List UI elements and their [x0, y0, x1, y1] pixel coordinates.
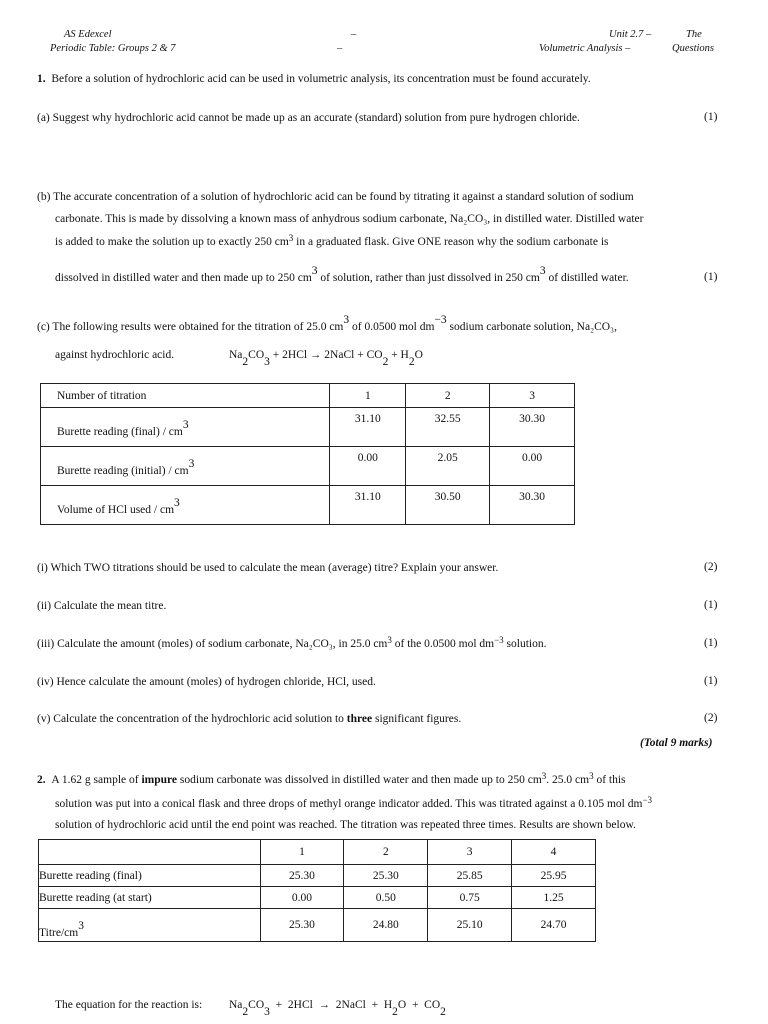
- q2-line1-c: sodium carbonate was dissolved in distilled water and then made up to 250 cm: [177, 774, 542, 786]
- header-unit: Unit 2.7 –: [609, 29, 652, 40]
- table-row-label: [39, 909, 261, 942]
- q1c-line1-a: (c) The following results were obtained for the titration of 25.0 cm: [37, 321, 344, 333]
- eq-rest: + H: [388, 349, 409, 361]
- table-row: [41, 447, 575, 486]
- q1c-line2: against hydrochloric acid.: [55, 349, 175, 361]
- q2-line3: solution of hydrochloric acid until the end point was reached. The titration was repeated three times. Results are shown below.: [55, 819, 636, 831]
- table-row-label: [41, 408, 330, 447]
- table-cell: 25.30: [344, 865, 428, 887]
- table-cell: 1.25: [512, 887, 596, 909]
- row-label-text: Volume of HCl used / cm: [57, 503, 175, 516]
- q1c-ii-text: (ii) Calculate the mean titre.: [37, 600, 167, 612]
- eq-co: CO: [248, 349, 265, 361]
- cm3-sup: 3: [311, 265, 318, 277]
- table-row-label: Burette reading (final): [39, 865, 261, 887]
- q1b-line2: carbonate. This is made by dissolving a known mass of anhydrous sodium carbonate, Na₂CO₃, in distilled water. Distilled water: [55, 213, 644, 225]
- q2-line1-a: A 1.62 g sample of: [51, 774, 142, 786]
- header-dash-1: –: [351, 29, 357, 40]
- eq-sub: 3: [264, 356, 270, 368]
- table-row: [41, 486, 575, 525]
- cm3-sup: 3: [182, 418, 189, 431]
- table-cell: 2.05: [406, 447, 490, 486]
- table-cell: 25.10: [428, 909, 512, 942]
- row-label-text: Burette reading (initial) / cm: [57, 464, 189, 477]
- table-cell: 31.10: [330, 408, 406, 447]
- eq-sub: 2: [382, 356, 389, 368]
- cm3-sup: 3: [174, 496, 180, 509]
- q2-line1: [37, 773, 626, 787]
- q1c-iii-text: [37, 637, 546, 651]
- q1c-i-text: (i) Which TWO titrations should be used to calculate the mean (average) titre? Explain your answer.: [37, 562, 499, 574]
- eq-sub: 2: [440, 1006, 446, 1018]
- table-row-label: [41, 486, 330, 525]
- eq-o: O: [414, 349, 423, 361]
- table-cell: 24.70: [512, 909, 596, 942]
- dm-minus3-sup: −3: [642, 795, 653, 805]
- cm3-sup: 3: [539, 265, 546, 277]
- q1b-line4-a: dissolved in distilled water and then made up to 250 cm: [55, 272, 312, 284]
- table-cell: 25.30: [260, 865, 344, 887]
- q2-line1-d: . 25.0 cm: [546, 774, 590, 786]
- table-header-cell: 3: [428, 840, 512, 865]
- table-row: [39, 887, 596, 909]
- table-row-label: Burette reading (at start): [39, 887, 261, 909]
- table-header-cell: 2: [406, 384, 490, 408]
- cm3-sup: 3: [589, 771, 594, 781]
- q2-equation: [229, 998, 446, 1018]
- dm-minus3-sup: −3: [494, 635, 504, 645]
- eq-co: CO: [248, 999, 265, 1011]
- q1-results-table: [40, 383, 575, 525]
- eq-rest: + 2HCl → 2NaCl + H: [269, 999, 393, 1011]
- q1c-iii-c: solution.: [503, 638, 547, 650]
- q1c-iii-a: (iii) Calculate the amount (moles) of sodium carbonate, Na₂CO₃, in 25.0 cm: [37, 638, 388, 650]
- table-cell: 0.50: [344, 887, 428, 909]
- table-cell: 25.85: [428, 865, 512, 887]
- table-cell: 25.30: [260, 909, 344, 942]
- table-header-cell: [39, 840, 261, 865]
- header-questions: Questions: [672, 43, 714, 54]
- table-header-cell: Number of titration: [41, 384, 330, 408]
- dm-minus3-sup: −3: [434, 314, 447, 326]
- table-cell: 30.50: [406, 486, 490, 525]
- eq-sub: 2: [392, 1006, 398, 1018]
- eq-sub: 2: [242, 356, 249, 368]
- q1c-i-marks: (2): [704, 561, 718, 573]
- q2-line2-a: solution was put into a conical flask and three drops of methyl orange indicator added. This was titrated against a 0.105 mol dm: [55, 798, 643, 810]
- q1c-equation: [229, 348, 423, 368]
- table-header-row: [41, 384, 575, 408]
- q1c-v-a: (v) Calculate the concentration of the hydrochloric acid solution to: [37, 713, 347, 725]
- row-label-text: Burette reading (final) / cm: [57, 425, 183, 438]
- header-dash-2: –: [337, 43, 343, 54]
- eq-sub: 2: [242, 1006, 249, 1018]
- q1b-line3: [55, 235, 609, 249]
- q1b-line4-c: of distilled water.: [545, 272, 629, 284]
- table-header-cell: 3: [490, 384, 575, 408]
- q1a-marks: (1): [704, 111, 718, 123]
- eq-sub: 3: [264, 1006, 270, 1018]
- header-unit-the: The: [686, 29, 702, 40]
- q1b-line3-post: in a graduated flask. Give ONE reason why the sodium carbonate is: [293, 236, 609, 248]
- q2-line1-bold: impure: [141, 774, 178, 786]
- table-header-row: [39, 840, 596, 865]
- q1c-iii-b: of the 0.0500 mol dm: [391, 638, 495, 650]
- cm3-sup: 3: [188, 457, 195, 470]
- q1-intro-text: Before a solution of hydrochloric acid can be used in volumetric analysis, its concentration must be found accurately.: [51, 73, 591, 85]
- table-cell: 25.95: [512, 865, 596, 887]
- table-cell: 0.00: [490, 447, 575, 486]
- cm3-sup: 3: [541, 771, 547, 781]
- table-cell: 31.10: [330, 486, 406, 525]
- q1c-v-text: [37, 712, 461, 726]
- eq-na: Na: [229, 999, 243, 1011]
- q1a-text: (a) Suggest why hydrochloric acid cannot be made up as an accurate (standard) solution from pure hydrogen chloride.: [37, 112, 580, 124]
- q1c-ii-marks: (1): [704, 599, 718, 611]
- eq-rest: O + CO: [397, 999, 441, 1011]
- q1c-v-bold: three: [346, 713, 373, 725]
- q1c-line1-b: of 0.0500 mol dm: [349, 321, 435, 333]
- q1-intro: [37, 72, 591, 86]
- q1c-v-marks: (2): [704, 712, 718, 724]
- header-subtopic: Volumetric Analysis –: [539, 43, 631, 54]
- q1c-iv-marks: (1): [704, 675, 718, 687]
- table-cell: 0.00: [260, 887, 344, 909]
- eq-rest: + 2HCl → 2NaCl + CO: [269, 349, 383, 361]
- q1c-iv-text: (iv) Hence calculate the amount (moles) of hydrogen chloride, HCl, used.: [37, 676, 376, 688]
- q1-number: 1.: [37, 73, 46, 85]
- cm3-sup: 3: [78, 920, 84, 932]
- q2-line1-e: of this: [593, 774, 626, 786]
- table-cell: 30.30: [490, 486, 575, 525]
- cm3-sup: 3: [387, 635, 392, 645]
- table-row: [39, 865, 596, 887]
- table-header-cell: 2: [344, 840, 428, 865]
- q1c-v-c: significant figures.: [372, 713, 462, 725]
- q1b-line1: (b) The accurate concentration of a solution of hydrochloric acid can be found by titrating it against a standard solution of sodium: [37, 191, 634, 203]
- table-cell: 0.00: [330, 447, 406, 486]
- q1b-line4-b: of solution, rather than just dissolved in 250 cm: [317, 272, 540, 284]
- table-row: [41, 408, 575, 447]
- q2-line2: [55, 797, 652, 811]
- table-header-cell: 4: [512, 840, 596, 865]
- eq-sub: 2: [408, 356, 415, 368]
- table-cell: 30.30: [490, 408, 575, 447]
- q1b-marks: (1): [704, 271, 718, 283]
- table-cell: 32.55: [406, 408, 490, 447]
- q1c-line1-c: sodium carbonate solution, Na₂CO₃,: [446, 321, 617, 333]
- q2-equation-label: The equation for the reaction is:: [55, 999, 203, 1011]
- table-row: [39, 909, 596, 942]
- eq-na: Na: [229, 349, 243, 361]
- q2-results-table: [38, 839, 596, 942]
- row-label-text: Titre/cm: [39, 927, 79, 939]
- cm3-sup: 3: [288, 233, 294, 243]
- q1b-line4: [55, 265, 629, 285]
- q1-total-marks: (Total 9 marks): [640, 737, 713, 749]
- q1c-line1: [37, 314, 617, 334]
- table-cell: 0.75: [428, 887, 512, 909]
- table-header-cell: 1: [330, 384, 406, 408]
- header-course: AS Edexcel: [64, 29, 112, 40]
- q1b-line3-pre: is added to make the solution up to exactly 250 cm: [55, 236, 289, 248]
- cm3-sup: 3: [343, 314, 350, 326]
- q2-number: 2.: [37, 774, 46, 786]
- header-topic: Periodic Table: Groups 2 & 7: [50, 43, 176, 54]
- table-row-label: [41, 447, 330, 486]
- q1c-iii-marks: (1): [704, 637, 718, 649]
- table-header-cell: 1: [260, 840, 344, 865]
- table-cell: 24.80: [344, 909, 428, 942]
